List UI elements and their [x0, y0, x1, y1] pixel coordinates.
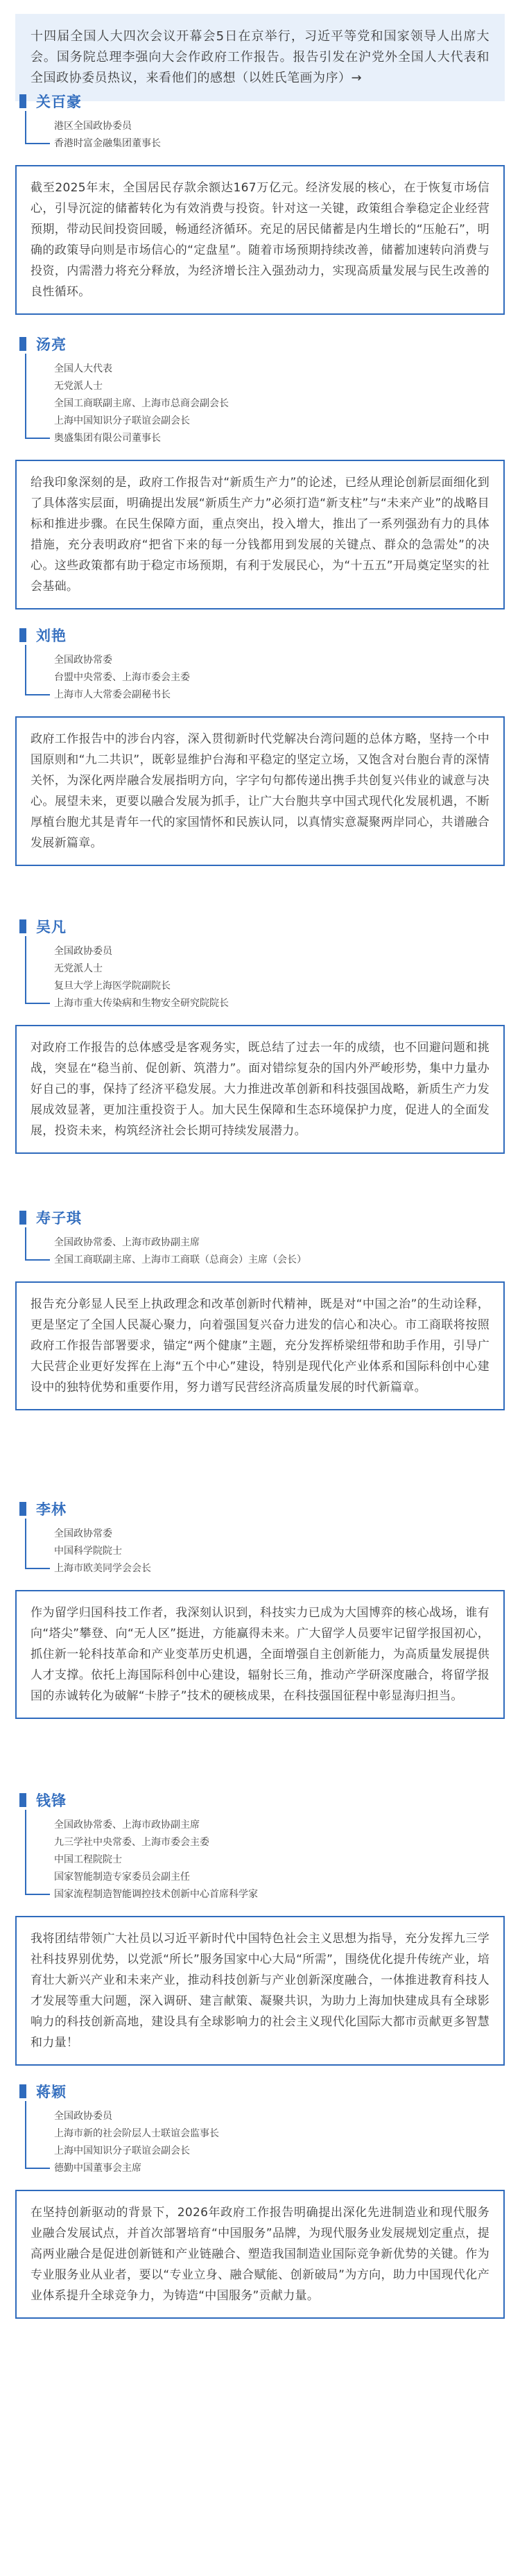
person-name-row: [19, 1207, 505, 1229]
person-section: [0, 1207, 520, 1410]
person-title: 全国政协委员: [54, 2111, 112, 2122]
person-name-row: [19, 1789, 505, 1811]
person-quote: 对政府工作报告的总体感受是客观务实，既总结了过去一年的成绩，也不回避问题和挑战，突显在“稳当前、促创新、筑潜力”。面对错综复杂的国内外严峻形势，集中力量办好自己的事，保持了经济平稳发展。大力推进改革创新和科技强国战略，新质生产力发展成效显著，更加注重投资于人。加大民生保障和生态环境保护力度，促进人的全面发展，投资未来，构筑经济社会长期可持续发展潜力。: [15, 1025, 505, 1154]
person-title: 全国工商联副主席、上海市工商联（总商会）主席（会长）: [54, 1254, 306, 1265]
person-name-row: [19, 90, 505, 112]
person-title: 上海中国知识分子联谊会副会长: [54, 2145, 190, 2156]
person-titles: [22, 1234, 505, 1269]
person-quote: 在坚持创新驱动的背景下，2026年政府工作报告明确提出深化先进制造业和现代服务业融合发展试点，并首次部署培育“中国服务”品牌，为现代服务业发展规划定重点，提高两业融合是促进创新链和产业链融合、塑造我国制造业国际竞争新优势的关键。作为专业服务业从业者，要以“专业立身、融合赋能、创新破局”为方向，助力中国现代化产业体系提升全球竞争力，为铸造“中国服务”贡献力量。: [15, 2190, 505, 2319]
name-marker-icon: [19, 337, 26, 351]
person-title: 全国人大代表: [54, 363, 112, 374]
person-name: 李林: [36, 1501, 67, 1518]
intro-banner: [15, 14, 505, 101]
person-name: 汤亮: [36, 336, 67, 353]
person-name-row: [19, 915, 505, 937]
titles-bracket-line: [25, 936, 26, 1004]
person-name: 寿子琪: [36, 1210, 82, 1227]
person-title: 上海市新的社会阶层人士联谊会监事长: [54, 2128, 219, 2139]
titles-bracket-line: [25, 1810, 26, 1895]
person-title: 台盟中央常委、上海市委会主委: [54, 672, 190, 683]
person-title: 国家智能制造专家委员会副主任: [54, 1872, 190, 1883]
person-section: [0, 90, 520, 315]
person-title: 无党派人士: [54, 963, 103, 974]
person-titles: [22, 2108, 505, 2177]
person-titles: [22, 943, 505, 1012]
person-name: 吴凡: [36, 919, 67, 935]
person-title: 全国政协常委: [54, 655, 112, 666]
person-quote: 政府工作报告中的涉台内容，深入贯彻新时代党解决台湾问题的总体方略，坚持一个中国原则和“九二共识”，既彰显维护台海和平稳定的坚定立场，又饱含对台胞台青的深情关怀，为深化两岸融合发展指明方向，字字句句都传递出携手共创复兴伟业的诚意与决心。展望未来，更要以融合发展为抓手，让广大台胞共享中国式现代化发展机遇，不断厚植台胞尤其是青年一代的家国情怀和民族认同，以真情实意凝聚两岸同心，共谱融合发展新篇章。: [15, 716, 505, 866]
person-name-row: [19, 624, 505, 646]
person-title: 全国政协常委、上海市政协副主席: [54, 1237, 200, 1248]
titles-bracket-line: [25, 111, 26, 144]
name-marker-icon: [19, 1502, 26, 1516]
name-marker-icon: [19, 94, 26, 108]
person-title: 上海市重大传染病和生物安全研究院院长: [54, 998, 229, 1009]
name-marker-icon: [19, 1211, 26, 1225]
person-title: 德勤中国董事会主席: [54, 2163, 141, 2174]
titles-bracket-line: [25, 1227, 26, 1261]
person-titles: [22, 361, 505, 447]
person-name: 刘艳: [36, 628, 67, 644]
titles-bracket-line: [25, 354, 26, 439]
person-name-row: [19, 333, 505, 355]
name-marker-icon: [19, 1793, 26, 1807]
person-name: 蒋颖: [36, 2084, 67, 2100]
person-title: 中国工程院院士: [54, 1854, 122, 1865]
person-name-row: [19, 1498, 505, 1520]
person-title: 上海市欧美同学会会长: [54, 1563, 151, 1574]
person-title: 全国政协委员: [54, 946, 112, 957]
person-titles: [22, 652, 505, 704]
name-marker-icon: [19, 2084, 26, 2098]
person-section: [0, 1498, 520, 1719]
name-marker-icon: [19, 919, 26, 933]
person-titles: [22, 118, 505, 153]
person-section: [0, 915, 520, 1154]
name-marker-icon: [19, 628, 26, 642]
person-section: [0, 1789, 520, 2066]
person-quote: 给我印象深刻的是，政府工作报告对“新质生产力”的论述，已经从理论创新层面细化到了具体落实层面，明确提出发展“新质生产力”必须打造“新支柱”与“未来产业”的战略目标和推进步骤。在民生保障方面，重点突出，投入增大，推出了一系列强劲有力的具体措施，充分表明政府“把省下来的每一分钱都用到发展的关键点、群众的急需处”的决心。这些政策都有助于稳定市场预期，有利于发展民心，为“十五五”开局奠定坚实的社会基础。: [15, 460, 505, 610]
article-page: [0, 14, 520, 2576]
person-title: 全国政协常委: [54, 1528, 112, 1539]
person-title: 港区全国政协委员: [54, 121, 132, 132]
person-titles: [22, 1817, 505, 1903]
person-title: 上海市人大常委会副秘书长: [54, 689, 171, 700]
person-title: 国家流程制造智能调控技术创新中心首席科学家: [54, 1889, 258, 1900]
person-section: [0, 2080, 520, 2319]
intro-text: 十四届全国人大四次会议开幕会5日在京举行，习近平等党和国家领导人出席大会。国务院总理李强向大会作政府工作报告。报告引发在沪党外全国人大代表和全国政协委员热议，来看他们的感想（以姓氏笔画为序）: [31, 29, 489, 85]
person-title: 复旦大学上海医学院副院长: [54, 980, 171, 992]
person-title: 无党派人士: [54, 381, 103, 392]
person-title: 上海中国知识分子联谊会副会长: [54, 415, 190, 426]
titles-bracket-line: [25, 1519, 26, 1569]
person-name: 钱锋: [36, 1792, 67, 1809]
person-quote: 截至2025年末，全国居民存款余额达167万亿元。经济发展的核心，在于恢复市场信心，引导沉淀的储蓄转化为有效消费与投资。针对这一关键，政策组合拳稳定企业经营预期，带动民间投资回暖，畅通经济循环。充足的居民储蓄是内生增长的“压舱石”，明确的政策导向则是市场信心的“定盘星”。随着市场预期持续改善，储蓄加速转向消费与投资，内需潜力将充分释放，为经济增长注入强劲动力，实现高质量发展与民生改善的良性循环。: [15, 165, 505, 315]
arrow-right-icon[interactable]: →: [351, 71, 363, 85]
person-quote: 作为留学归国科技工作者，我深刻认识到，科技实力已成为大国博弈的核心战场，谁有向“塔尖”攀登、向“无人区”挺进，方能赢得未来。广大留学人员要牢记留学报国初心，抓住新一轮科技革命和产业变革历史机遇，全面增强自主创新能力，为高质量发展提供人才支撑。依托上海国际科创中心建设，辐射长三角，推动产学研深度融合，将留学报国的赤诚转化为破解“卡脖子”技术的硬核成果，在科技强国征程中彰显海归担当。: [15, 1590, 505, 1719]
person-title: 全国工商联副主席、上海市总商会副会长: [54, 398, 229, 409]
person-section: [0, 624, 520, 866]
person-titles: [22, 1525, 505, 1577]
person-name: 关百豪: [36, 94, 82, 110]
person-title: 中国科学院院士: [54, 1546, 122, 1557]
person-title: 全国政协常委、上海市政协副主席: [54, 1819, 200, 1831]
person-section: [0, 333, 520, 610]
person-quote: 报告充分彰显人民至上执政理念和改革创新时代精神，既是对“中国之治”的生动诠释，更是坚定了全国人民凝心聚力，向着强国复兴奋力进发的信心和决心。市工商联将按照政府工作报告部署要求，锚定“两个健康”主题，充分发挥桥梁纽带和助手作用，引导广大民营企业更好发挥在上海“五个中心”建设，特别是现代化产业体系和国际科创中心建设中的独特优势和重要作用，努力谱写民营经济高质量发展的时代新篇章。: [15, 1281, 505, 1410]
person-title: 香港时富金融集团董事长: [54, 138, 161, 149]
person-title: 九三学社中央常委、上海市委会主委: [54, 1837, 209, 1848]
person-title: 奥盛集团有限公司董事长: [54, 433, 161, 444]
titles-bracket-line: [25, 645, 26, 695]
person-name-row: [19, 2080, 505, 2102]
person-quote: 我将团结带领广大社员以习近平新时代中国特色社会主义思想为指导，充分发挥九三学社科技界别优势，以党派“所长”服务国家中心大局“所需”，围绕优化提升传统产业，培育壮大新兴产业和未来产业，推动科技创新与产业创新深度融合，一体推进教育科技人才发展等重大问题，深入调研、建言献策、凝聚共识，为助力上海加快建成具有全球影响力的科技创新高地，建设具有全球影响力的社会主义现代化国际大都市贡献更多智慧和力量！: [15, 1916, 505, 2066]
titles-bracket-line: [25, 2101, 26, 2169]
